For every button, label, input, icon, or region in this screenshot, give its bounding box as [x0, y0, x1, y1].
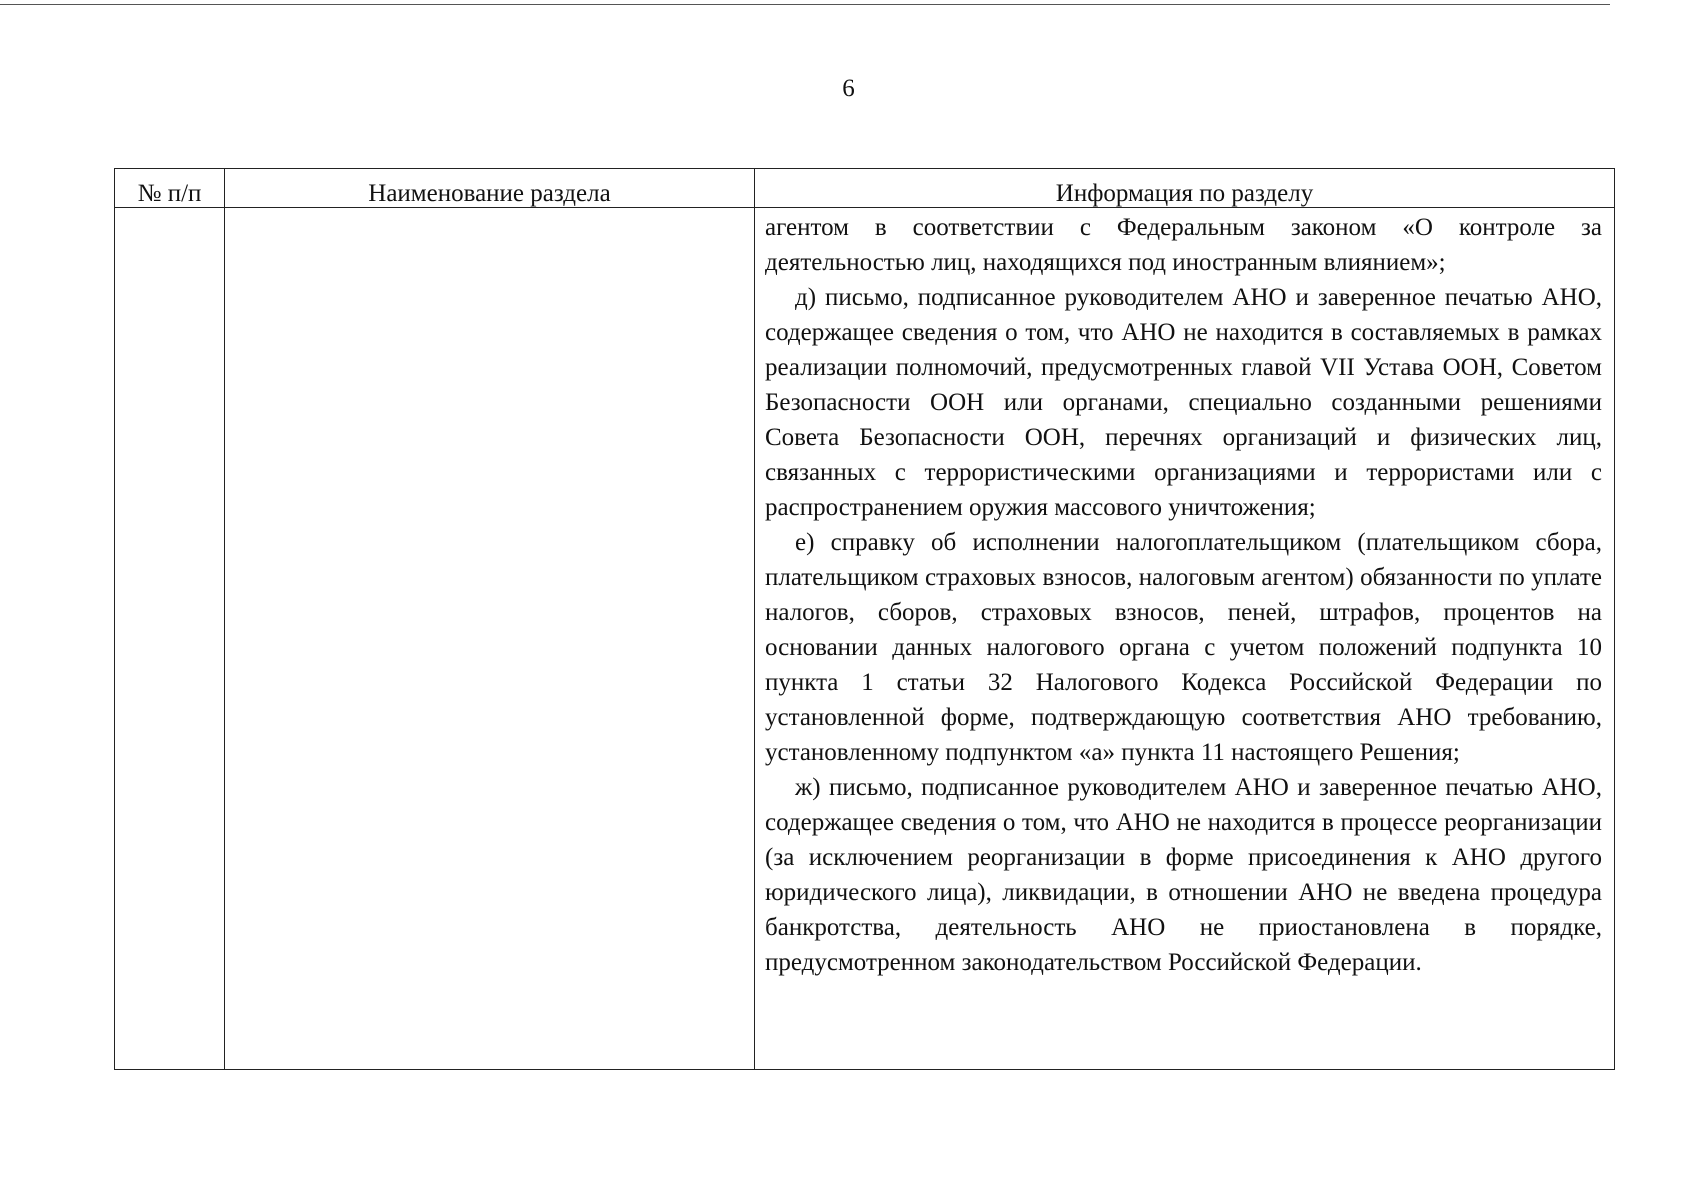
info-paragraph-continuation: агентом в соответствии с Федеральным законом «О контроле за деятельностью лиц, находящихся под иностранным влиянием»; [765, 214, 1602, 276]
header-num: № п/п [115, 169, 225, 208]
cell-section-info [755, 208, 1615, 1070]
header-section-info: Информация по разделу [755, 169, 1615, 208]
info-paragraph-e: е) справку об исполнении налогоплательщиком (плательщиком сбора, плательщиком страховых взносов, налоговым агентом) обязанности по уплате налогов, сборов, страховых взносов, пеней, штрафов, процентов на основании данных налогового органа с учетом положений подпункта 10 пункта 1 статьи 32 Налогового Кодекса Российской Федерации по установленной форме, подтверждающую соответствия АНО требованию, установленному подпунктом «а» пункта 11 настоящего Решения; [765, 529, 1602, 766]
top-rule [0, 4, 1610, 5]
section-table [114, 168, 1615, 1070]
info-paragraph-zh: ж) письмо, подписанное руководителем АНО и заверенное печатью АНО, содержащее сведения о том, что АНО не находится в процессе реорганизации (за исключением реорганизации в форме присоединения к АНО другого юридического лица), ликвидации, в отношении АНО не введена процедура банкротства, деятельность АНО не приостановлена в порядке, предусмотренном законодательством Российской Федерации. [765, 774, 1602, 976]
table-header-row [115, 169, 1615, 208]
cell-num [115, 208, 225, 1070]
section-info-text [765, 210, 1602, 980]
table-row [115, 208, 1615, 1070]
info-paragraph-d: д) письмо, подписанное руководителем АНО и заверенное печатью АНО, содержащее сведения о том, что АНО не находится в составляемых в рамках реализации полномочий, предусмотренных главой VII Устава ООН, Советом Безопасности ООН или органами, специально созданными решениями Совета Безопасности ООН, перечнях организаций и физических лиц, связанных с террористическими организациями и террористами или с распространением оружия массового уничтожения; [765, 284, 1602, 521]
header-section-name: Наименование раздела [225, 169, 755, 208]
page-number: 6 [842, 75, 855, 102]
cell-section-name [225, 208, 755, 1070]
